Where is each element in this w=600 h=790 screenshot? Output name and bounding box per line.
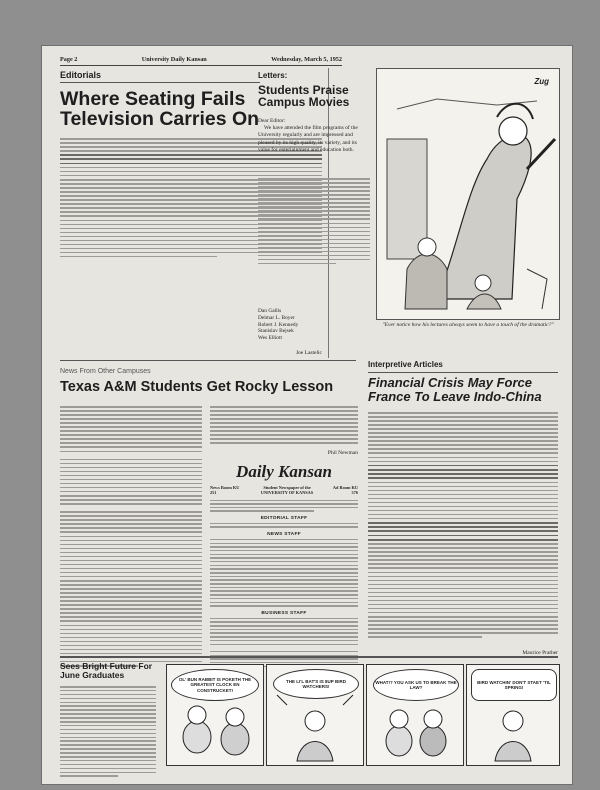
campus-kicker: News From Other Campuses: [60, 368, 151, 375]
news-room: News Room KU 251: [210, 485, 240, 496]
comic-panel-2-bubble: THE LI'L BAT'S IS 8UP BIRD WATCHERS!: [273, 669, 359, 699]
interpretive-body: [368, 412, 558, 638]
business-staff-list: [210, 618, 358, 667]
brief-headline: Sees Bright Future For June Graduates: [60, 661, 153, 680]
signer: Robert J. Kennedy: [258, 321, 299, 328]
editorial-staff-heading: EDITORIAL STAFF: [260, 515, 308, 521]
letters-kicker: Letters:: [258, 71, 288, 80]
comic-panel-1-bubble: OL' BUN RABBIT IS POKETH THE GREATEST CLOCK EN CONSTRUCKET!: [171, 669, 259, 701]
brief-body: [60, 686, 156, 777]
page-number: Page 2: [60, 56, 78, 63]
comic-panel-4-bubble: BIRD WATCHIN' DON'T STAET 'TIL SPRING!: [471, 669, 557, 701]
masthead-subline: [210, 485, 358, 496]
campus-signature: Phil Newman: [327, 450, 358, 456]
editorials-rule: [60, 82, 260, 83]
cartoon-illustration: [377, 69, 559, 319]
comic-panel-4-art: [467, 665, 559, 765]
editorial-cartoon: [376, 68, 560, 320]
campus-headline: Texas A&M Students Get Rocky Lesson: [60, 379, 334, 395]
news-staff-heading: NEWS STAFF: [267, 531, 301, 537]
comic-panel-3-art: [367, 665, 463, 765]
comic-panel-1-art: [167, 665, 263, 765]
comic-panel-2: [266, 664, 364, 766]
cartoon-caption: "Ever notice how his lectures always seem to have a touch of the dramatic?": [382, 322, 554, 328]
comic-panel-3-bubble: WHAT!? YOU ASK US TO BREAK THE LAW?: [373, 669, 459, 701]
editorial-headline: Where Seating Fails Television Carries On: [60, 88, 260, 130]
paper-name: University Daily Kansan: [141, 56, 207, 63]
editorial-signature: Joe Lastelic: [295, 350, 322, 356]
interpretive-rule: [368, 372, 558, 373]
issue-date: Wednesday, March 5, 1952: [271, 56, 342, 63]
comic-panel-3: [366, 664, 464, 766]
masthead-title: Daily Kansan: [236, 462, 332, 481]
section-rule: [60, 360, 356, 361]
editorials-kicker: Editorials: [60, 70, 102, 80]
ad-room: Ad Room KU 376: [332, 485, 358, 496]
signer: Wes Elliott: [258, 335, 282, 342]
masthead-fineprint: [210, 500, 358, 512]
masthead-subtitle: Student Newspaper of the UNIVERSITY OF KANSAS: [260, 485, 314, 496]
newspaper-page: [42, 46, 572, 784]
comic-panel-2-art: [267, 665, 363, 765]
letters-headline: Students Praise Campus Movies: [258, 83, 350, 110]
signer: Stanislav Bejsek: [258, 328, 294, 335]
bottom-rule: [60, 656, 558, 658]
interpretive-kicker: Interpretive Articles: [368, 360, 443, 369]
interpretive-signature: Maurice Prather: [522, 650, 558, 656]
cartoon-signature: Zug: [534, 77, 549, 86]
signer: Delmar L. Boyer: [258, 314, 295, 321]
campus-col-1: [60, 406, 202, 667]
business-staff-heading: BUSINESS STAFF: [261, 610, 307, 616]
campus-col-2: [210, 406, 358, 444]
signer: Dan Gallis: [258, 308, 282, 314]
comic-panel-1: [166, 664, 264, 766]
news-staff-list: [210, 539, 358, 607]
letter-salutation: Dear Editor:: [258, 118, 286, 124]
interpretive-headline: Financial Crisis May Force France To Leave Indo-China: [368, 375, 542, 404]
letter-text: [258, 118, 370, 154]
letter-body-lines: [258, 178, 370, 264]
comic-panel-4: [466, 664, 560, 766]
page-header: [60, 56, 342, 66]
letter-signers: [258, 308, 370, 342]
letter-paragraph: We have attended the film programs of the University regularly and are impressed and pleased by its high quality, its variety, and its value for entertainment and education both.: [258, 125, 358, 153]
editorial-staff-list: [210, 523, 358, 528]
